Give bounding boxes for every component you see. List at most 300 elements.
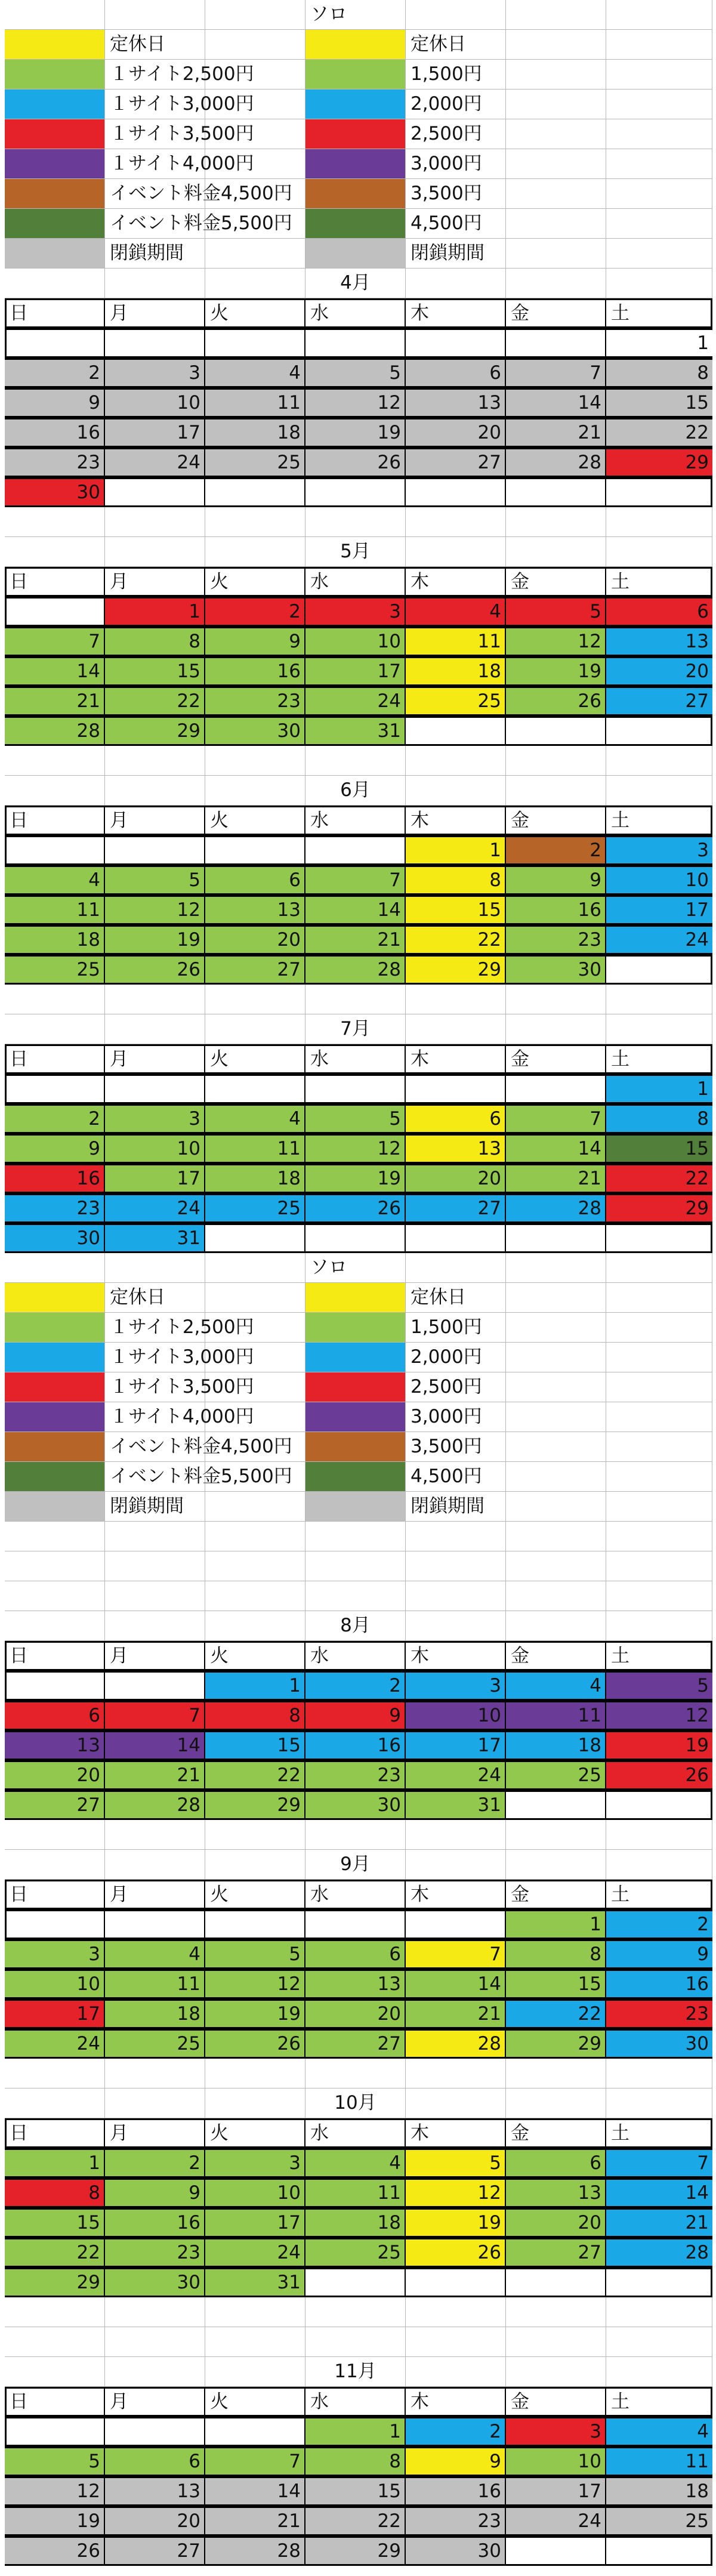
day-cell: 14 — [205, 2478, 305, 2504]
day-cell: 4 — [305, 2150, 406, 2176]
empty-cell — [606, 1850, 712, 1880]
legend-color-swatch — [5, 1402, 105, 1432]
day-cell: 7 — [305, 867, 406, 893]
day-cell: 29 — [406, 957, 506, 983]
empty-cell — [506, 269, 606, 298]
empty-cell — [205, 1343, 305, 1372]
legend-header-row — [5, 0, 712, 30]
day-cell: 22 — [606, 419, 712, 446]
empty-cell — [305, 2297, 406, 2327]
day-cell: 17 — [5, 2001, 105, 2027]
empty-cell — [305, 1522, 406, 1551]
day-cell: 18 — [606, 2478, 712, 2504]
empty-day-cell — [606, 1225, 712, 1251]
empty-cell — [606, 537, 712, 567]
empty-cell — [205, 119, 305, 149]
weekday-label: 土 — [611, 1048, 629, 1070]
day-cell: 12 — [105, 897, 205, 923]
day-cell: 27 — [205, 957, 305, 983]
empty-cell — [606, 1611, 712, 1641]
day-cell: 18 — [5, 927, 105, 953]
day-cell: 7 — [406, 1941, 506, 1967]
weekday-label: 金 — [506, 1643, 606, 1669]
day-cell: 7 — [5, 628, 105, 655]
day-cell: 17 — [105, 419, 205, 446]
legend-solo-label: 2,000円 — [406, 1343, 506, 1372]
empty-cell — [406, 985, 506, 1014]
day-cell: 30 — [105, 2269, 205, 2296]
empty-cell — [5, 1522, 105, 1551]
day-cell: 19 — [205, 2001, 305, 2027]
empty-day-cell — [506, 1225, 606, 1251]
legend-solo-label: 閉鎖期間 — [406, 1492, 506, 1522]
weekday-label: 日 — [5, 1881, 105, 1908]
week-row — [5, 1134, 712, 1164]
day-cell: 29 — [606, 1195, 712, 1221]
day-cell: 26 — [606, 1762, 712, 1788]
day-cell: 23 — [5, 1195, 105, 1221]
day-cell: 1 — [105, 599, 205, 625]
empty-cell — [205, 149, 305, 179]
day-cell: 26 — [105, 957, 205, 983]
day-cell: 2 — [506, 837, 606, 863]
day-cell: 10 — [105, 390, 205, 416]
day-cell: 30 — [5, 1225, 105, 1251]
week-row — [5, 1760, 712, 1790]
empty-cell — [305, 507, 406, 537]
legend-label: １サイト4,000円 — [105, 149, 205, 179]
weekday-label: 水 — [305, 1046, 406, 1072]
weekday-label: 金 — [506, 1046, 606, 1072]
day-cell: 24 — [205, 2239, 305, 2266]
empty-cell — [506, 2297, 606, 2327]
empty-cell — [606, 776, 712, 806]
day-cell: 11 — [506, 1702, 606, 1729]
legend-label: １サイト3,000円 — [105, 1343, 205, 1372]
empty-cell — [606, 90, 712, 119]
empty-cell — [5, 1611, 105, 1641]
day-cell: 6 — [5, 1702, 105, 1729]
empty-cell — [606, 239, 712, 269]
legend-label: イベント料金4,500円 — [105, 1432, 205, 1462]
empty-cell — [5, 2297, 105, 2327]
day-cell: 20 — [606, 658, 712, 684]
empty-cell — [506, 1313, 606, 1343]
week-row — [5, 2238, 712, 2268]
day-cell: 21 — [506, 1165, 606, 1192]
day-cell: 20 — [205, 927, 305, 953]
empty-cell — [5, 2059, 105, 2088]
weekday-label: 水 — [305, 569, 406, 595]
empty-cell — [5, 2327, 105, 2357]
empty-cell — [205, 1492, 305, 1522]
weekday-label: 月 — [105, 300, 205, 326]
month-title-row — [5, 776, 712, 806]
weekday-label: 月 — [105, 1046, 205, 1072]
day-cell: 17 — [105, 1165, 205, 1192]
week-row — [5, 1074, 712, 1104]
day-cell: 22 — [205, 1762, 305, 1788]
legend-solo-label: 閉鎖期間 — [406, 239, 506, 269]
day-cell: 5 — [305, 360, 406, 386]
empty-cell — [5, 1014, 105, 1044]
empty-cell — [506, 1551, 606, 1581]
day-cell: 6 — [406, 1106, 506, 1132]
day-cell: 24 — [105, 449, 205, 476]
week-row — [5, 865, 712, 895]
day-cell: 25 — [105, 2031, 205, 2057]
day-cell: 1 — [205, 1673, 305, 1699]
day-cell: 20 — [406, 1165, 506, 1192]
empty-cell — [606, 1343, 712, 1372]
day-cell: 27 — [5, 1792, 105, 1818]
day-cell: 17 — [506, 2478, 606, 2504]
day-cell: 15 — [606, 1136, 712, 1162]
empty-day-cell — [105, 2418, 205, 2445]
week-row — [5, 1701, 712, 1730]
legend-row — [5, 1313, 712, 1343]
legend-row — [5, 1462, 712, 1492]
empty-day-cell — [406, 1225, 506, 1251]
empty-day-cell — [5, 1911, 105, 1938]
empty-day-cell — [5, 1076, 105, 1102]
weekday-label: 木 — [406, 2120, 506, 2146]
empty-cell — [406, 507, 506, 537]
day-cell: 25 — [205, 1195, 305, 1221]
empty-cell — [5, 507, 105, 537]
week-row — [5, 2417, 712, 2447]
legend-row — [5, 1343, 712, 1372]
legend-color-swatch — [5, 119, 105, 149]
weekday-label: 土 — [611, 2122, 629, 2144]
empty-cell — [5, 269, 105, 298]
weekday-header-row — [5, 2387, 712, 2417]
day-cell: 27 — [406, 1195, 506, 1221]
day-cell: 5 — [406, 2150, 506, 2176]
day-cell: 20 — [506, 2210, 606, 2236]
week-row — [5, 448, 712, 477]
empty-cell — [606, 2327, 712, 2357]
week-row — [5, 2506, 712, 2536]
empty-cell — [606, 1432, 712, 1462]
empty-cell — [305, 1581, 406, 1611]
day-cell: 30 — [205, 718, 305, 744]
empty-cell — [606, 149, 712, 179]
weekday-label: 火 — [205, 2389, 305, 2415]
empty-cell — [506, 2088, 606, 2118]
legend-solo-swatch — [305, 1432, 406, 1462]
weekday-label: 水 — [305, 1881, 406, 1908]
empty-day-cell — [606, 718, 712, 744]
day-cell: 6 — [105, 2448, 205, 2475]
week-row — [5, 1164, 712, 1193]
day-cell: 25 — [406, 688, 506, 714]
empty-cell — [506, 179, 606, 209]
empty-cell — [105, 1581, 205, 1611]
weekday-label: 火 — [205, 1643, 305, 1669]
weekday-label: 日 — [5, 300, 105, 326]
empty-day-cell — [305, 837, 406, 863]
empty-cell — [406, 2088, 506, 2118]
day-cell: 3 — [305, 599, 406, 625]
legend-solo-label: 2,500円 — [406, 119, 506, 149]
empty-day-cell — [406, 330, 506, 356]
day-cell: 8 — [5, 2180, 105, 2206]
day-cell: 25 — [5, 957, 105, 983]
day-cell: 1 — [5, 2150, 105, 2176]
empty-day-cell — [305, 1225, 406, 1251]
legend-header-row — [5, 1253, 712, 1283]
legend-label: １サイト4,000円 — [105, 1402, 205, 1432]
day-cell: 30 — [5, 479, 105, 505]
day-cell: 9 — [205, 628, 305, 655]
empty-cell — [606, 2059, 712, 2088]
weekday-label: 金 — [506, 1881, 606, 1908]
day-cell: 28 — [506, 1195, 606, 1221]
empty-cell — [205, 2357, 305, 2387]
day-cell: 10 — [305, 628, 406, 655]
legend-row — [5, 1492, 712, 1522]
day-cell: 31 — [105, 1225, 205, 1251]
day-cell: 26 — [506, 688, 606, 714]
legend-row — [5, 30, 712, 60]
weekday-label: 月 — [105, 2389, 205, 2415]
day-cell: 22 — [406, 927, 506, 953]
day-cell: 20 — [305, 2001, 406, 2027]
day-cell: 4 — [105, 1941, 205, 1967]
week-row — [5, 1999, 712, 2029]
month-title: 4月 — [305, 269, 406, 298]
weekday-header-row — [5, 1880, 712, 1909]
empty-day-cell — [205, 1076, 305, 1102]
empty-cell — [105, 1611, 205, 1641]
legend-solo-swatch — [305, 179, 406, 209]
day-cell: 18 — [205, 419, 305, 446]
empty-day-cell — [606, 2538, 712, 2564]
weekday-label: 火 — [205, 1046, 305, 1072]
legend-solo-label: 1,500円 — [406, 60, 506, 90]
empty-cell — [606, 1581, 712, 1611]
empty-cell — [606, 1283, 712, 1313]
legend-label: １サイト3,000円 — [105, 90, 205, 119]
legend-row — [5, 90, 712, 119]
day-cell: 16 — [5, 419, 105, 446]
day-cell: 22 — [5, 2239, 105, 2266]
day-cell: 14 — [406, 1971, 506, 1997]
legend-solo-swatch — [305, 209, 406, 239]
day-cell: 19 — [606, 1732, 712, 1759]
empty-cell — [506, 746, 606, 776]
empty-cell — [506, 1611, 606, 1641]
legend-row — [5, 119, 712, 149]
week-row — [5, 955, 712, 985]
empty-cell — [606, 0, 712, 30]
day-cell: 13 — [506, 2180, 606, 2206]
day-cell: 21 — [606, 2210, 712, 2236]
day-cell: 10 — [105, 1136, 205, 1162]
empty-cell — [606, 269, 712, 298]
day-cell: 19 — [305, 1165, 406, 1192]
legend-solo-swatch — [305, 1313, 406, 1343]
week-row — [5, 627, 712, 656]
weekday-label: 金 — [506, 300, 606, 326]
day-cell: 2 — [205, 599, 305, 625]
day-cell: 18 — [305, 2210, 406, 2236]
day-cell: 19 — [5, 2508, 105, 2534]
day-cell: 28 — [305, 957, 406, 983]
empty-cell — [105, 1014, 205, 1044]
weekday-label: 日 — [5, 2389, 105, 2415]
empty-cell — [105, 1522, 205, 1551]
empty-cell — [506, 1343, 606, 1372]
empty-cell — [506, 2327, 606, 2357]
empty-day-cell — [5, 599, 105, 625]
empty-cell — [606, 1522, 712, 1551]
weekday-label: 月 — [105, 1881, 205, 1908]
day-cell: 6 — [606, 599, 712, 625]
legend-color-swatch — [5, 1283, 105, 1313]
day-cell: 15 — [406, 897, 506, 923]
day-cell: 18 — [406, 658, 506, 684]
empty-day-cell — [506, 718, 606, 744]
day-cell: 13 — [406, 1136, 506, 1162]
empty-cell — [606, 1253, 712, 1283]
weekday-label: 金 — [506, 569, 606, 595]
empty-day-cell — [105, 837, 205, 863]
day-cell: 6 — [406, 360, 506, 386]
empty-cell — [305, 2059, 406, 2088]
empty-cell — [406, 1611, 506, 1641]
day-cell: 9 — [305, 1702, 406, 1729]
day-cell: 11 — [406, 628, 506, 655]
day-cell: 19 — [406, 2210, 506, 2236]
weekday-header-row — [5, 806, 712, 835]
day-cell: 16 — [606, 1971, 712, 1997]
legend-color-swatch — [5, 1432, 105, 1462]
empty-day-cell — [305, 1911, 406, 1938]
empty-cell — [205, 2088, 305, 2118]
weekday-label: 水 — [305, 300, 406, 326]
empty-cell — [105, 1820, 205, 1850]
legend-solo-swatch — [305, 119, 406, 149]
empty-cell — [205, 1522, 305, 1551]
legend-color-swatch — [5, 209, 105, 239]
day-cell: 8 — [606, 1106, 712, 1132]
day-cell: 13 — [305, 1971, 406, 1997]
day-cell: 23 — [105, 2239, 205, 2266]
legend-solo-swatch — [305, 1283, 406, 1313]
month-title: 9月 — [305, 1850, 406, 1880]
day-cell: 24 — [606, 927, 712, 953]
empty-cell — [406, 1014, 506, 1044]
legend-row — [5, 179, 712, 209]
day-cell: 3 — [205, 2150, 305, 2176]
week-row — [5, 925, 712, 955]
legend-solo-swatch — [305, 239, 406, 269]
weekday-label: 木 — [406, 1643, 506, 1669]
day-cell: 29 — [205, 1792, 305, 1818]
month-title: 11月 — [305, 2357, 406, 2387]
day-cell: 21 — [5, 688, 105, 714]
day-cell: 7 — [506, 1106, 606, 1132]
month-title-row — [5, 269, 712, 298]
legend-label: 閉鎖期間 — [105, 1492, 205, 1522]
day-cell: 29 — [5, 2269, 105, 2296]
empty-cell — [506, 1522, 606, 1551]
week-row — [5, 1909, 712, 1939]
week-row — [5, 1790, 712, 1820]
day-cell: 25 — [606, 2508, 712, 2534]
day-cell: 12 — [506, 628, 606, 655]
day-cell: 16 — [506, 897, 606, 923]
empty-cell — [105, 776, 205, 806]
day-cell: 19 — [305, 419, 406, 446]
empty-cell — [205, 507, 305, 537]
day-cell: 26 — [305, 449, 406, 476]
day-cell: 21 — [205, 2508, 305, 2534]
empty-cell — [105, 0, 205, 30]
legend-solo-swatch — [305, 1343, 406, 1372]
empty-day-cell — [105, 1673, 205, 1699]
month-title: 8月 — [305, 1611, 406, 1641]
legend-solo-label: 3,500円 — [406, 1432, 506, 1462]
day-cell: 25 — [506, 1762, 606, 1788]
legend-solo-swatch — [305, 90, 406, 119]
empty-cell — [406, 1253, 506, 1283]
day-cell: 24 — [305, 688, 406, 714]
day-cell: 9 — [406, 2448, 506, 2475]
legend-color-swatch — [5, 149, 105, 179]
weekday-label: 火 — [205, 2120, 305, 2146]
empty-cell — [506, 1253, 606, 1283]
empty-cell — [506, 537, 606, 567]
day-cell: 27 — [305, 2031, 406, 2057]
empty-cell — [406, 2357, 506, 2387]
empty-cell — [105, 985, 205, 1014]
day-cell: 21 — [506, 419, 606, 446]
empty-cell — [406, 776, 506, 806]
empty-cell — [506, 119, 606, 149]
legend-solo-label: 定休日 — [406, 30, 506, 60]
day-cell: 1 — [606, 1076, 712, 1102]
weekday-label: 火 — [205, 569, 305, 595]
day-cell: 6 — [205, 867, 305, 893]
day-cell: 31 — [406, 1792, 506, 1818]
empty-day-cell — [205, 2418, 305, 2445]
week-row — [5, 1939, 712, 1969]
blank-row — [5, 746, 712, 776]
day-cell: 28 — [506, 449, 606, 476]
empty-cell — [205, 776, 305, 806]
day-cell: 17 — [606, 897, 712, 923]
day-cell: 12 — [606, 1702, 712, 1729]
day-cell: 15 — [205, 1732, 305, 1759]
weekday-label: 水 — [305, 1643, 406, 1669]
week-row — [5, 418, 712, 448]
empty-day-cell — [406, 479, 506, 505]
empty-day-cell — [105, 1911, 205, 1938]
empty-cell — [5, 537, 105, 567]
day-cell: 28 — [205, 2538, 305, 2564]
day-cell: 23 — [305, 1762, 406, 1788]
weekday-label: 火 — [205, 300, 305, 326]
day-cell: 19 — [105, 927, 205, 953]
day-cell: 10 — [406, 1702, 506, 1729]
empty-day-cell — [506, 330, 606, 356]
empty-cell — [406, 537, 506, 567]
empty-cell — [606, 30, 712, 60]
day-cell: 13 — [606, 628, 712, 655]
